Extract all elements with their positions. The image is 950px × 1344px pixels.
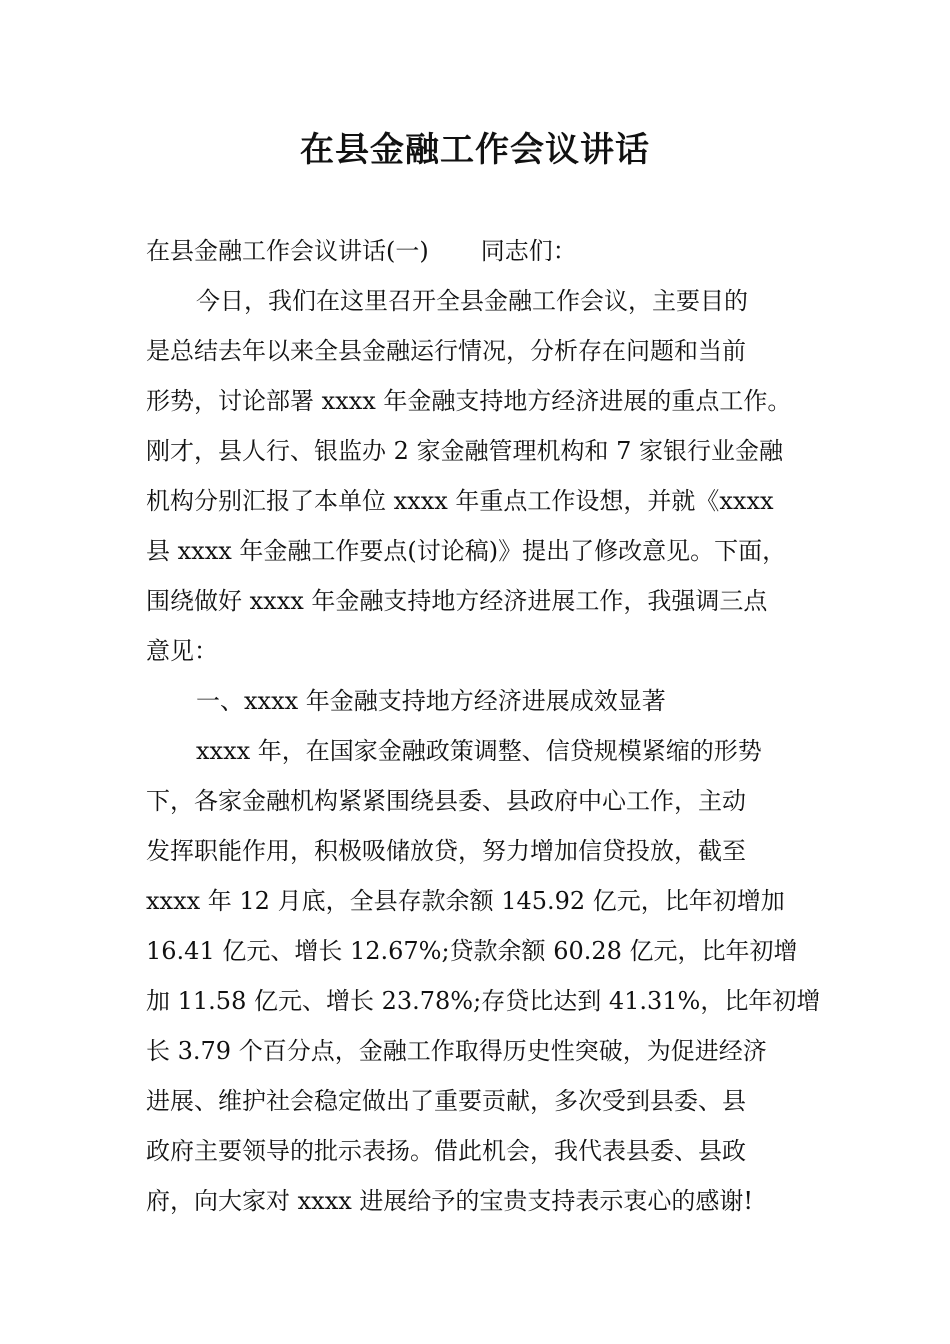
- paragraph-line: 长 3.79 个百分点，金融工作取得历史性突破，为促进经济: [146, 1037, 767, 1065]
- document-body: [146, 226, 821, 1226]
- paragraph-line: 16.41 亿元、增长 12.67%;贷款余额 60.28 亿元，比年初增: [146, 937, 798, 965]
- paragraph-line: xxxx 年 12 月底，全县存款余额 145.92 亿元，比年初增加: [146, 887, 785, 915]
- paragraph-line: 下，各家金融机构紧紧围绕县委、县政府中心工作，主动: [146, 787, 746, 815]
- paragraph-line: 发挥职能作用，积极吸储放贷，努力增加信贷投放，截至: [146, 837, 746, 865]
- paragraph-line: 府，向大家对 xxxx 进展给予的宝贵支持表示衷心的感谢!: [146, 1187, 754, 1215]
- document-heading-line: [146, 226, 816, 276]
- paragraph-line: 县 xxxx 年金融工作要点(讨论稿)》提出了修改意见。下面，: [146, 537, 787, 565]
- paragraph-line: 形势，讨论部署 xxxx 年金融支持地方经济进展的重点工作。: [146, 387, 792, 415]
- paragraph-line: 政府主要领导的批示表扬。借此机会，我代表县委、县政: [146, 1137, 746, 1165]
- paragraph-line: 意见：: [146, 637, 218, 665]
- paragraph-line: 机构分别汇报了本单位 xxxx 年重点工作设想，并就《xxxx: [146, 487, 774, 515]
- paragraph-line: 是总结去年以来全县金融运行情况，分析存在问题和当前: [146, 337, 746, 365]
- paragraph-line: xxxx 年，在国家金融政策调整、信贷规模紧缩的形势: [196, 737, 762, 765]
- document-subtitle: 在县金融工作会议讲话(一): [146, 237, 429, 265]
- section-heading: 一、xxxx 年金融支持地方经济进展成效显著: [196, 687, 666, 715]
- paragraph-line: 围绕做好 xxxx 年金融支持地方经济进展工作，我强调三点: [146, 587, 768, 615]
- document-title: 在县金融工作会议讲话: [300, 130, 650, 170]
- paragraph-line: 加 11.58 亿元、增长 23.78%;存贷比达到 41.31%，比年初增: [146, 987, 821, 1015]
- paragraph-line: 刚才，县人行、银监办 2 家金融管理机构和 7 家银行业金融: [146, 437, 784, 465]
- paragraph-line: 进展、维护社会稳定做出了重要贡献，多次受到县委、县: [146, 1087, 746, 1115]
- paragraph-line: 今日，我们在这里召开全县金融工作会议，主要目的: [196, 287, 748, 315]
- salutation: 同志们：: [480, 237, 577, 265]
